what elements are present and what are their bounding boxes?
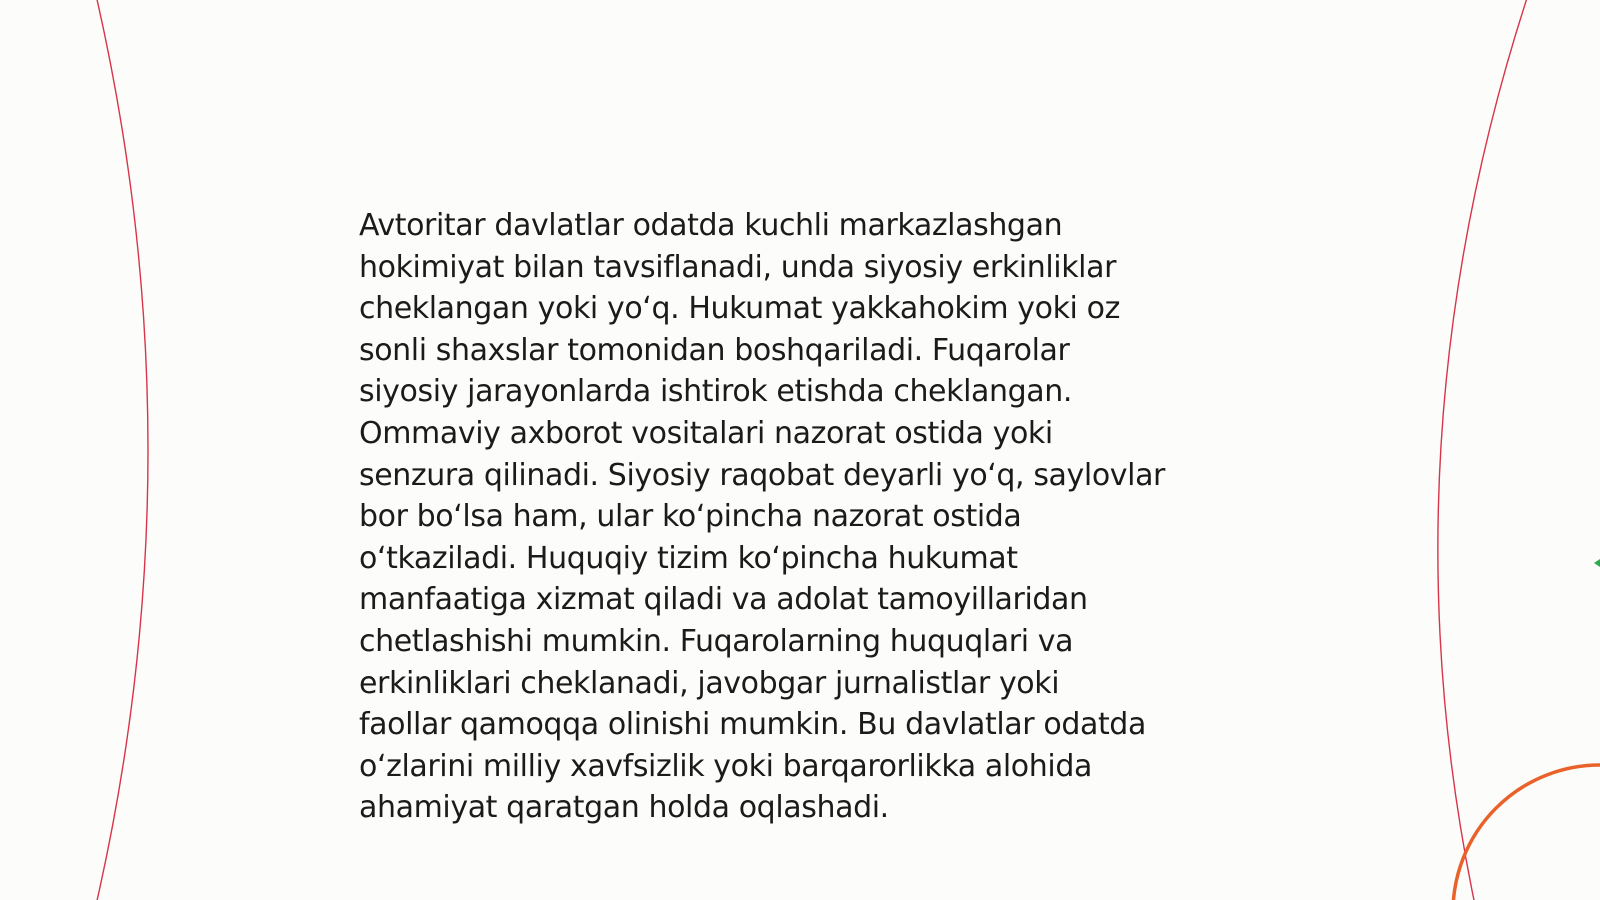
- paragraph-line: sonli shaxslar tomonidan boshqariladi. Fuqarolar: [359, 332, 1070, 368]
- paragraph-line: ahamiyat qaratgan holda oqlashadi.: [359, 790, 889, 826]
- paragraph-line: hokimiyat bilan tavsiflanadi, unda siyosiy erkinliklar: [359, 249, 1117, 285]
- paragraph-line: senzura qilinadi. Siyosiy raqobat deyarli yoʻq, saylovlar: [359, 457, 1165, 493]
- paragraph-line: erkinliklari cheklanadi, javobgar jurnalistlar yoki: [359, 665, 1060, 701]
- right-curve: [1438, 0, 1528, 900]
- paragraph-line: Avtoritar davlatlar odatda kuchli markazlashgan: [359, 208, 1063, 243]
- paragraph-line: manfaatiga xizmat qiladi va adolat tamoyillaridan: [359, 582, 1088, 618]
- left-curve: [96, 0, 148, 900]
- body-paragraph: [359, 205, 1259, 829]
- paragraph-line: siyosiy jarayonlarda ishtirok etishda cheklangan.: [359, 374, 1072, 410]
- paragraph-line: cheklangan yoki yoʻq. Hukumat yakkahokim yoki oz: [359, 291, 1120, 327]
- paragraph-line: faollar qamoqqa olinishi mumkin. Bu davlatlar odatda: [359, 707, 1146, 743]
- paragraph-line: chetlashishi mumkin. Fuqarolarning huquqlari va: [359, 623, 1074, 659]
- paragraph-line: oʻtkaziladi. Huquqiy tizim koʻpincha hukumat: [359, 540, 1018, 576]
- paragraph-line: oʻzlarini milliy xavfsizlik yoki barqarorlikka alohida: [359, 748, 1092, 784]
- orange-circle: [1453, 765, 1600, 900]
- paragraph-line: Ommaviy axborot vositalari nazorat ostida yoki: [359, 415, 1053, 451]
- paragraph-line: bor boʻlsa ham, ular koʻpincha nazorat ostida: [359, 499, 1022, 535]
- green-accent: [1594, 559, 1600, 567]
